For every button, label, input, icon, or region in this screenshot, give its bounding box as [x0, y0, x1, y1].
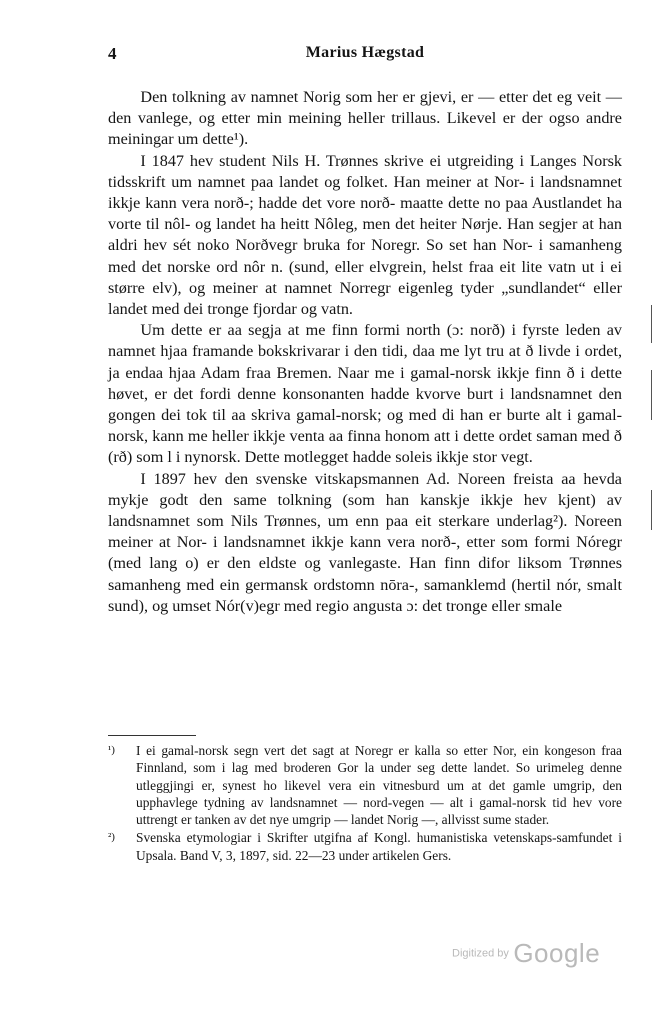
scan-margin-mark: [651, 370, 652, 420]
paragraph: Um dette er aa segja at me finn formi north (ɔ: norð) i fyrste leden av namnet hjaa framande bokskrivarar i den tidi, daa me lyt tru at ð livde i ordet, ja endaa hjaa Adam fraa Bremen. Naar me i gamal-norsk ikkje finn ð i dette høvet, er det fordi denne konsonanten hadde kvorve burt i landsnamnet den gongen dei tok til aa skriva gamal-norsk; og med di han er burte alt i gamal-norsk, kann me heller ikkje venta aa finna honom att i dette ordet saman med ð (rð) som l i nynorsk. Dette motlegget hadde soleis ikkje stor vegt.: [108, 321, 622, 467]
footnote-text: Svenska etymologiar i Skrifter utgifna af Kongl. humanistiska vetenskaps-samfundet i Upsala. Band V, 3, 1897, sid. 22—23 under artikelen Gers.: [136, 830, 622, 863]
paragraph: Den tolkning av namnet Norig som her er gjevi, er — etter det eg veit — den vanlege, og etter min meining heller trillaus. Likevel er der ogso andre meiningar um dette¹).: [108, 88, 622, 149]
paragraph: I 1897 hev den svenske vitskapsmannen Ad. Noreen freista aa hevda mykje godt den same tolkning (som han kanskje ikkje hev kjent) av landsnamnet som Nils Trønnes, um enn paa eit sterkare underlag²). Noreen meiner at Nor- i landsnamnet ikkje kann vera norð-, etter som formi Nóregr (med lang o) er den eldste og vanlegaste. Han finn difor liksom Trønnes samanheng med ein germansk ordstomn nōra-, samanklemd (hertil nór, smalt sund), og umset Nór(v)egr med regio angusta ɔ: det tronge eller smale: [108, 469, 622, 615]
body-text: [108, 87, 622, 617]
running-head: Marius Hægstad: [305, 44, 425, 61]
page-number: 4: [108, 44, 117, 63]
google-logo-text: Google: [513, 938, 601, 968]
scan-margin-mark: [651, 305, 652, 343]
footnote-text: I ei gamal-norsk segn vert det sagt at Noregr er kalla so etter Nor, ein kongeson fraa Finnland, som i lag med broderen Gor la under seg dette landet. So urimeleg denne utleggjingi er, synest ho likevel vera ein vitnesburd um at det gamle umgrip, den upphavlege tydning av landsnamnet — nord-vegen — alt i gamal-norsk tid hev vore uttrengt er tanken av det nye umgrip — landet Norig —, allvisst sume stader.: [136, 743, 622, 828]
page-header: [108, 44, 622, 66]
footnotes: [108, 742, 622, 865]
footnote: [108, 742, 622, 828]
footnote-divider: [108, 735, 196, 736]
paragraph: I 1847 hev student Nils H. Trønnes skrive ei utgreiding i Langes Norsk tidsskrift um namnet paa landet og folket. Han meiner at Nor- i landsnamnet ikkje kann vera norð-; hadde det vore norð- maatte dette no paa Austlandet ha vorte til nôl- og landet ha heitt Nôleg, men det heiter Nørje. Han segjer at han aldri hev sét noko Norðvegr bruka for Noregr. So set han Nor- i samanheng med det norske ord nôr n. (sund, eller elvgrein, helst fraa eit lite vatn ut i ei større elv), og meiner at namnet Norregr eigenleg tyder „sundlandet“ eller landet med dei tronge fjordar og vatn.: [108, 151, 622, 319]
digitized-watermark: [452, 938, 600, 969]
footnote-marker: ²): [108, 831, 115, 844]
footnote-marker: ¹): [108, 744, 115, 756]
footnote: [108, 829, 622, 864]
watermark-small-text: Digitized by: [452, 947, 509, 960]
scan-margin-mark: [651, 490, 652, 530]
